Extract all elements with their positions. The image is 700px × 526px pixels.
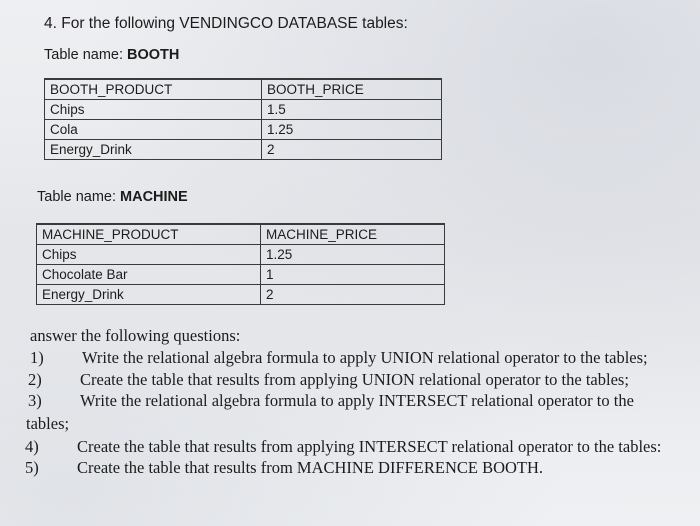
- table-row: [45, 100, 442, 120]
- table-row: [45, 140, 442, 160]
- table-cell: Energy_Drink: [37, 285, 261, 305]
- machine-table-label: [37, 189, 188, 205]
- booth-table-name: BOOTH: [127, 47, 180, 63]
- question-text: Create the table that results from applying UNION relational operator to the tables;: [80, 370, 629, 389]
- question-heading: 4. For the following VENDINGCO DATABASE tables:: [44, 15, 408, 32]
- table-row: [45, 120, 442, 140]
- machine-table: [36, 223, 445, 305]
- question-number: 2): [28, 370, 42, 389]
- column-header: BOOTH_PRODUCT: [45, 79, 262, 100]
- table-cell: Chocolate Bar: [37, 265, 261, 285]
- table-cell: 2: [261, 285, 445, 305]
- column-header: BOOTH_PRICE: [262, 79, 442, 100]
- question-number: 5): [25, 458, 39, 477]
- table-cell: 1.5: [262, 100, 442, 120]
- question-text: Write the relational algebra formula to apply INTERSECT relational operator to the: [80, 391, 634, 410]
- question-number: 3): [28, 391, 42, 410]
- question-text: Create the table that results from applying INTERSECT relational operator to the tables:: [77, 437, 662, 456]
- booth-table: [44, 78, 442, 160]
- questions-intro: answer the following questions:: [30, 326, 241, 345]
- table-cell: Chips: [45, 100, 262, 120]
- machine-label-prefix: Table name:: [37, 189, 121, 205]
- table-header-row: [37, 224, 445, 245]
- booth-table-label: [44, 47, 179, 63]
- table-row: [37, 285, 445, 305]
- question-number: 4): [25, 437, 39, 456]
- question-number: 1): [30, 348, 44, 367]
- question-text: Create the table that results from MACHINE DIFFERENCE BOOTH.: [77, 458, 544, 477]
- table-cell: Cola: [45, 120, 262, 140]
- table-cell: 2: [262, 140, 442, 160]
- table-cell: Chips: [37, 245, 261, 265]
- column-header: MACHINE_PRODUCT: [37, 224, 261, 245]
- question-text: tables;: [26, 414, 70, 433]
- question-text: Write the relational algebra formula to apply UNION relational operator to the tables;: [82, 348, 648, 367]
- table-cell: 1.25: [262, 120, 442, 140]
- table-row: [37, 265, 445, 285]
- table-cell: 1.25: [261, 245, 445, 265]
- table-row: [37, 245, 445, 265]
- table-cell: Energy_Drink: [45, 140, 262, 160]
- machine-table-name: MACHINE: [120, 189, 188, 205]
- table-header-row: [45, 79, 442, 100]
- column-header: MACHINE_PRICE: [261, 224, 445, 245]
- booth-label-prefix: Table name:: [44, 47, 128, 63]
- table-cell: 1: [261, 265, 445, 285]
